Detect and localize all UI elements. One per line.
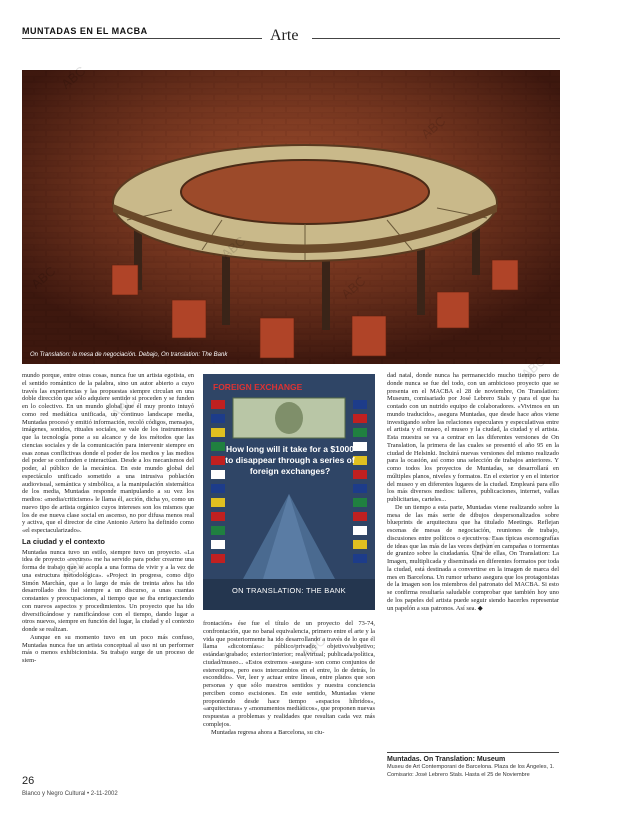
paragraph: Muntadas nunca tuvo un estilo, siempre tuvo un proyecto. «La idea de proyecto «recurso» me ha servido para poder crearme una forma de trabajo que se acopla a una forma de vivir y a la vez de una estructura metodológica». «Project in progress, como dijo Simón Marchán, que a lo largo de más de treinta años ha ido desarrollado dos fiel siempre a un discurso, a unas cuantas constantes y preocupaciones, al tiempo que se iba enriqueciendo con nuevos aspectos y procedimientos. Un proyecto que ha ido diversificándose y ramificándose con el tiempo, dando lugar a otros nuevos, siempre en función del lugar, la ciudad y el contexto donde se realizan.: [22, 548, 194, 633]
watermark: ABC: [108, 393, 139, 422]
infobox-title: Muntadas. On Translation: Museum: [387, 756, 506, 763]
paragraph: De un tiempo a esta parte, Muntadas viene realizando sobre la mesa de las más serie de dibujos despersonalizados sobre blueprints de arquitectura que ha titulado Meetings. Reflejan escenas de mesas de negociación, reuniones de trabajo, discusiones entre políticos o ejecutivos. Esas típicas escenografías de ideas que las más de las veces derivan en campañas o tormentas de granizo sobre la ciudadanía. Una de ellas, On Translation: La Imagen, multiplicada y diseminada en diferentes formatos por toda la ciudad, está destinada a convertirse en la imagen de marca del mes en Barcelona. Un rumor urbano asegura que los protagonistas de la imagen son los miembros del patronato del MACBA. Si esto se confirma resultaría saludable comprobar que también hoy uno de los papeles del artista puede seguir siendo hacerles representar un papelón a sus patronos. Así sea. ◆: [387, 503, 559, 612]
subheading: La ciudad y el contexto: [22, 536, 105, 546]
main-photo: [22, 70, 560, 364]
exhibition-infobox: [387, 756, 559, 779]
article-column-1: [22, 372, 194, 665]
article-column-3: [387, 372, 559, 612]
paragraph: mundo porque, entre otras cosas, nunca fue un artista egotista, en el sentido romántico de la palabra, sino un autor abierto a cuyo través las experiencias y las propuestas siempre circulan en una doble dirección que sólo adquiere sentido si proceden y se funden en lo colectivo. En un mundo global que él muy pronto intuyó como red mediática unificada, un continuo landscape media, Muntadas procesó y emitió información, recoló códigos, mensajes, imágenes, sonidos, rituales sociales, se vale de los instrumentos que la tecnología pone a su alcance y de los métodos que las ciencias sociales y de la comunicación para intervenir siempre en esas zonas conflictivas donde el poder de los medios y las medios del poder se confunden e interactúan. Desde a los mecanismos del poder, al público de la mecánica. En este mundo global del espectáculo unificado sometido a una intrusiva población audiovisual, semántica y simbólica, a la manipulación sistemática de los media, Muntadas responde manipulando a su vez los medios: «media/criticismo» le llama él, acción, dicha yo, como un nuevo tipo de artista orgánico cuyos intereses son los mismos que los de ese nueva clase social en ascenso, no por difusa menos real y activa, que el director de cine Antonio Artero ha definido como «el espectacularizado».: [22, 372, 194, 534]
watermark: ABC: [298, 633, 329, 662]
photo-caption: On Translation: la mesa de negociación. Debajo, On translation: The Bank: [30, 352, 228, 358]
article-column-2: [203, 620, 375, 736]
poster-top-text: FOREIGN EXCHANGE: [213, 382, 303, 392]
infobox-rule: [387, 752, 559, 753]
paragraph: Aunque en su momento tuvo en un poco más confuso, Muntadas nunca fue un artista conceptual al uso ni un performer más o menos exhibicionista. Su trabajo surge de un proceso de siem-: [22, 633, 194, 664]
watermark: ABC: [58, 553, 89, 582]
section-title: MUNTADAS EN EL MACBA: [22, 26, 148, 36]
watermark: ABC: [468, 533, 499, 562]
watermark: ABC: [518, 353, 549, 382]
paragraph: Muntadas regresa ahora a Barcelona, su ciu-: [211, 728, 325, 736]
page-number: 26: [22, 775, 35, 787]
header-rule-right: [312, 38, 560, 39]
poster-question: How long will it take for a $1000 to disappear through a series of foreign exchanges?: [225, 444, 355, 476]
paragraph: dad natal, donde nunca ha permanecido mucho tiempo pero de donde nunca se fue del todo, con un ambicioso proyecto que se presenta en el MACBA el 28 de noviembre, On Translation: Museum, comisariado por José Lebrero Stals y para el que ha contado con un nutrido equipo de colaboradores. «Vivimos en un mundo traducido», asegura Muntadas, que desde hace años viene investigando sobre las relaciones especulares y especulativas entre el artista y el museo, el museo y la ciudad, la ciudad y el artista. Esta muestra se va a centrar en las diferentes versiones de On Translation, la primera de las cuales se presentó el año 95 en la ciudad de Helsinki. Incluirá nuevas versiones del mismo realizado para la ocasión, así como una selección de trabajos anteriores. Y como todos los proyectos de Muntadas, se desarrollará en múltiples planos, niveles y formatos. En el exterior y en el interior del museo y en diferentes lugares de la ciudad. Empleará para ello los más diversos medios: talleres, publicaciones, internet, vallas publicitarias, carteles...: [387, 372, 559, 503]
infobox-text: Museu de Art Contemporani de Barcelona. Plaza de los Ángeles, 1. Comisario: José Lebrero Stals. Hasta el 25 de Noviembre: [387, 764, 555, 778]
poster-bottom-text: ON TRANSLATION: THE BANK: [232, 586, 346, 595]
header-rule-left: [22, 38, 262, 39]
bank-poster-image: [203, 374, 375, 610]
section-tag: Arte: [270, 27, 299, 44]
paragraph: frontación» ése fue el título de un proyecto del 73-74, confrontación, que no banal equivalencia, primero entre el arte y la vida que posteriormente ha ido desarrollando a través de lo que él llama «dicotomías»: público/privado; objetivo/subjetivo; estándar/grabado; exterior/interior; real/virtual; publicada/política, ciudad/museo... «Estos extremos -asegura- son como conjuntos de estereotipos, pero esos intercambios en el entre, lo de detrás, lo escondido». Ver, leer y actuar entre líneas, entre planos que son personas y que sólo nuestros sentidos y nuestra conciencia perciben como escisiones. En este sentido, Muntadas viene proponiendo desde hace tiempo «espacios híbridos», «arquitecturas» y «monumentos mediáticos», que proponen nuevas respuestas a problemas y realidades que resultan cada vez más complejos.: [203, 620, 375, 728]
publication-line: Blanco y Negro Cultural • 2-11-2002: [22, 791, 118, 797]
